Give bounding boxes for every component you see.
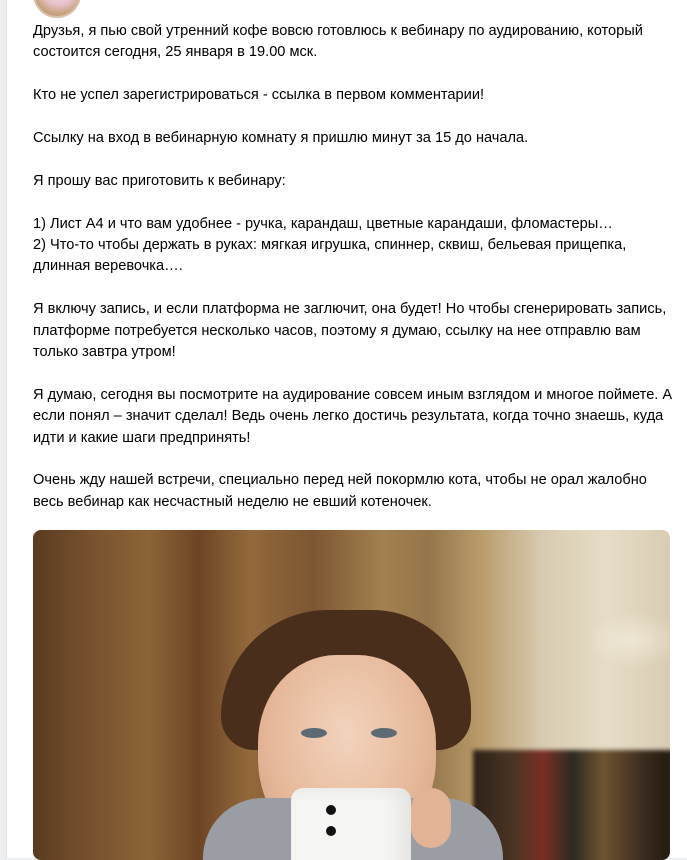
post-paragraph-recording: Я включу запись, и если платформа не заглючит, она будет! Но чтобы сгенерировать запись, платформе потребуется несколько часов, поэтому я думаю, ссылку на нее отправлю вам только завтра утром! <box>33 301 667 361</box>
post-paragraph-registration: Кто не успел зарегистрироваться - ссылка в первом комментарии! <box>33 87 485 104</box>
post-paragraph-insight: Я думаю, сегодня вы посмотрите на аудирование совсем иным взглядом и многое поймете. А если понял – значит сделал! Ведь очень легко достичь результата, когда точно знаешь, куда идти и какие шаги предпринять! <box>33 386 673 446</box>
post-list-item-2: 2) Что-то чтобы держать в руках: мягкая игрушка, спиннер, сквиш, бельевая прищепка, длинная веревочка…. <box>33 237 627 275</box>
mug-dot <box>326 805 336 815</box>
background-shelf <box>473 750 670 860</box>
post-paragraph-greeting: Друзья, я пью свой утренний кофе вовсю готовлюсь к вебинару по аудированию, который состоится сегодня, 25 января в 19.00 мск. <box>33 23 643 61</box>
post-header <box>33 0 433 14</box>
coffee-mug <box>291 788 411 860</box>
mug-dot <box>326 826 336 836</box>
post-photo[interactable] <box>33 530 670 860</box>
photo-hand <box>411 788 451 848</box>
post-text <box>33 21 673 535</box>
post-paragraph-link-info: Ссылку на вход в вебинарную комнату я пришлю минут за 15 до начала. <box>33 130 529 146</box>
post-paragraph-prepare: Я прошу вас приготовить к вебинару: <box>33 172 286 189</box>
photo-eye-right <box>371 728 397 738</box>
post-paragraph-closing: Очень жду нашей встречи, специально перед ней покормлю кота, чтобы не орал жалобно весь вебинар как несчастный неделю не евший котеночек. <box>33 472 647 510</box>
post-card <box>6 0 687 858</box>
photo-eye-left <box>301 728 327 738</box>
post-list-item-1: 1) Лист А4 и что вам удобнее - ручка, карандаш, цветные карандаши, фломастеры… <box>33 215 613 232</box>
author-avatar[interactable] <box>33 0 81 18</box>
